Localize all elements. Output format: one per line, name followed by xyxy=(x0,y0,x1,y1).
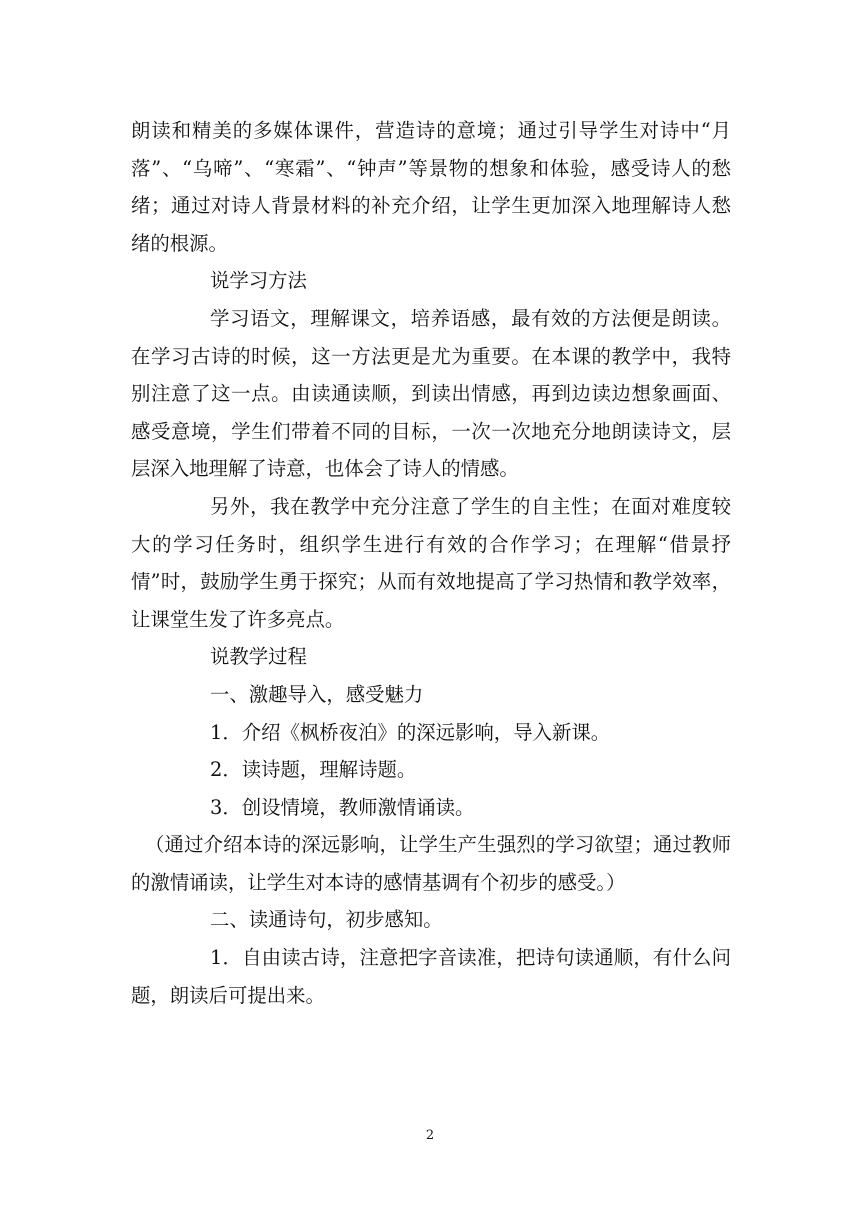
paragraph-reading-method: 学习语文，理解课文，培养语感，最有效的方法便是朗读。在学习古诗的时候，这一方法更是尤为重要。在本课的教学中，我特别注意了这一点。由读通读顺，到读出情感，再到边读边想象画面、感受意境，学生们带着不同的目标，一次一次地充分地朗读诗文，层层深入地理解了诗意，也体会了诗人的情感。 xyxy=(131,306,731,481)
document-body xyxy=(131,112,731,1014)
section-heading-teaching-process: 说教学过程 xyxy=(210,645,307,669)
paragraph-intro-continuation: 朗读和精美的多媒体课件，营造诗的意境；通过引导学生对诗中“月落”、“乌啼”、“寒霜”、“钟声”等景物的想象和体验，感受诗人的愁绪；通过对诗人背景材料的补充介绍，让学生更加深入地理解诗人愁绪的根源。 xyxy=(131,119,731,255)
step-heading-1: 一、激趣导入，感受魅力 xyxy=(210,682,424,706)
list-item-2-1: 1．自由读古诗，注意把字音读准，把诗句读通顺，有什么问题，朗读后可提出来。 xyxy=(131,946,731,1007)
list-item-1-2: 2．读诗题，理解诗题。 xyxy=(210,758,417,782)
list-item-1-3: 3．创设情境，教师激情诵读。 xyxy=(210,795,475,819)
note-paragraph: （通过介绍本诗的深远影响，让学生产生强烈的学习欲望；通过教师的激情诵读，让学生对本诗的感情基调有个初步的感受。） xyxy=(131,833,731,894)
list-item-1-1: 1．介绍《枫桥夜泊》的深远影响，导入新课。 xyxy=(210,720,611,744)
section-heading-learning-method: 说学习方法 xyxy=(210,269,307,293)
paragraph-student-autonomy: 另外，我在教学中充分注意了学生的自主性；在面对难度较大的学习任务时，组织学生进行有效的合作学习；在理解“借景抒情”时，鼓励学生勇于探究；从而有效地提高了学习热情和教学效率，让课堂生发了许多亮点。 xyxy=(131,494,731,631)
step-heading-2: 二、读通诗句，初步感知。 xyxy=(210,908,443,932)
page-number: 2 xyxy=(425,1128,435,1143)
